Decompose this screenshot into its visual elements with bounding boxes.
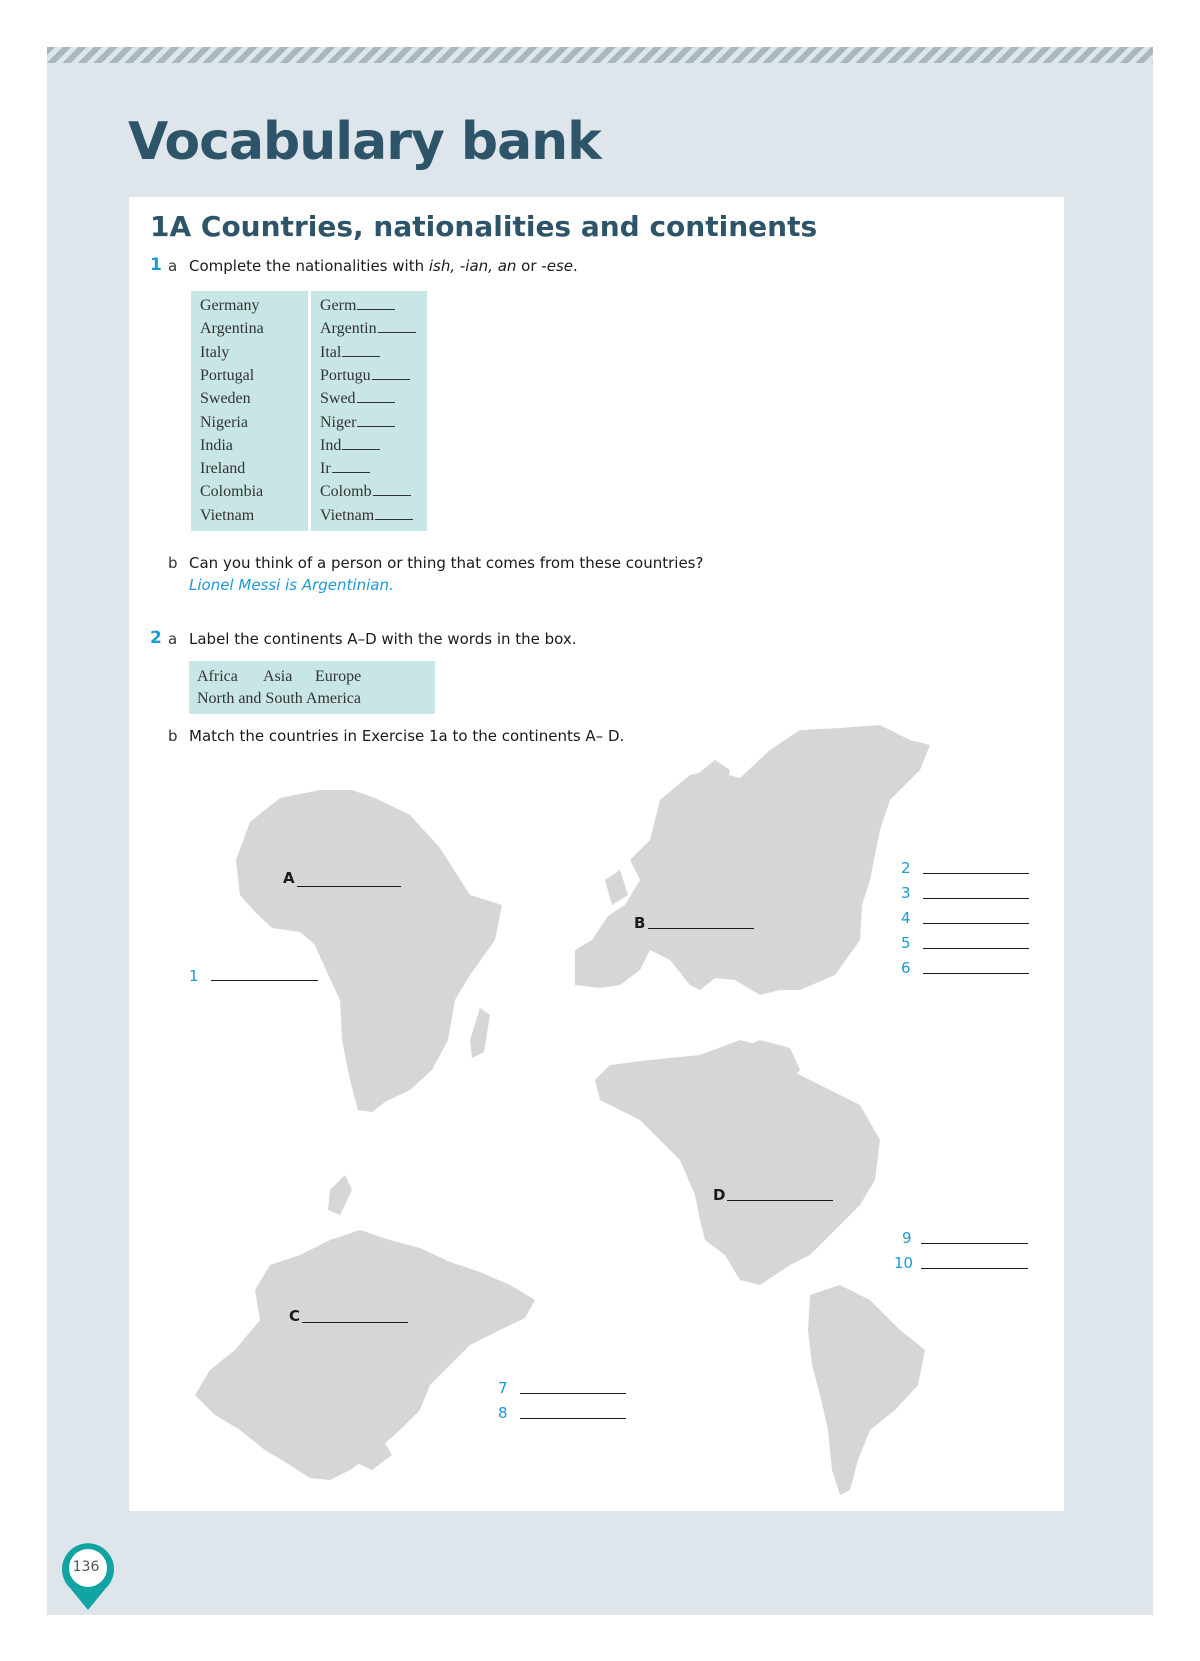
exercise-1b-letter: b bbox=[168, 554, 178, 572]
exercise-1b-example: Lionel Messi is Argentinian. bbox=[189, 576, 394, 594]
eurasia-shape bbox=[575, 725, 930, 995]
word-item: North and South America bbox=[197, 690, 361, 707]
map-number-8: 8 bbox=[498, 1404, 508, 1422]
continent-label-d: D bbox=[713, 1186, 726, 1204]
map-number-10: 10 bbox=[894, 1254, 914, 1272]
map-number-5: 5 bbox=[901, 934, 911, 952]
country-cell: Argentina bbox=[200, 320, 264, 337]
continent-label-a: A bbox=[283, 869, 295, 887]
country-cell: Sweden bbox=[200, 390, 251, 407]
nationality-stem: Ital bbox=[320, 344, 380, 361]
answer-line-d[interactable] bbox=[727, 1200, 833, 1201]
north-america-shape bbox=[595, 1040, 880, 1285]
nationality-stem: Germ bbox=[320, 297, 395, 314]
section-title: 1A Countries, nationalities and continents bbox=[150, 210, 818, 243]
answer-line-a[interactable] bbox=[297, 886, 401, 887]
answer-line-2[interactable] bbox=[923, 873, 1029, 874]
country-cell: Ireland bbox=[200, 460, 246, 477]
south-america-shape bbox=[808, 1285, 925, 1495]
answer-line-8[interactable] bbox=[520, 1418, 626, 1419]
exercise-2b-letter: b bbox=[168, 727, 178, 745]
answer-line-10[interactable] bbox=[921, 1268, 1028, 1269]
country-cell: Vietnam bbox=[200, 507, 255, 524]
nationality-stem: Portugu bbox=[320, 367, 410, 384]
map-number-4: 4 bbox=[901, 909, 911, 927]
nationality-stem: Vietnam bbox=[320, 507, 413, 524]
continent-label-b: B bbox=[634, 914, 646, 932]
map-number-7: 7 bbox=[498, 1379, 508, 1397]
japan-shape bbox=[328, 1175, 352, 1215]
exercise-1b-instruction: Can you think of a person or thing that comes from these countries? bbox=[189, 554, 704, 572]
nationality-stem: Ir bbox=[320, 460, 370, 477]
exercise-2a-letter: a bbox=[168, 630, 178, 648]
word-item: Asia bbox=[263, 668, 293, 685]
page-pin-icon bbox=[60, 1540, 116, 1612]
answer-line-3[interactable] bbox=[923, 898, 1029, 899]
nationality-stem: Swed bbox=[320, 390, 395, 407]
madagascar-shape bbox=[470, 1008, 490, 1058]
continent-label-c: C bbox=[289, 1307, 301, 1325]
exercise-2a-instruction: Label the continents A–D with the words in the box. bbox=[189, 630, 577, 648]
nationality-stem: Colomb bbox=[320, 483, 411, 500]
exercise-2b-instruction: Match the countries in Exercise 1a to the continents A– D. bbox=[189, 727, 625, 745]
word-item: Africa bbox=[197, 668, 238, 685]
answer-line-c[interactable] bbox=[302, 1322, 408, 1323]
country-cell: Nigeria bbox=[200, 414, 248, 431]
exercise-2-number: 2 bbox=[150, 628, 162, 648]
map-number-1: 1 bbox=[189, 967, 199, 985]
answer-line-1[interactable] bbox=[211, 980, 318, 981]
answer-line-7[interactable] bbox=[520, 1393, 626, 1394]
africa-shape bbox=[236, 790, 502, 1112]
country-cell: India bbox=[200, 437, 233, 454]
nationality-stem: Niger bbox=[320, 414, 395, 431]
answer-line-5[interactable] bbox=[923, 948, 1029, 949]
page-number: 136 bbox=[72, 1559, 100, 1575]
british-isles-shape bbox=[605, 870, 628, 905]
map-number-6: 6 bbox=[901, 959, 911, 977]
answer-line-9[interactable] bbox=[921, 1243, 1028, 1244]
exercise-1a-instruction: Complete the nationalities with ish, -ian, an or -ese. bbox=[189, 257, 578, 275]
country-cell: Portugal bbox=[200, 367, 255, 384]
exercise-1a-letter: a bbox=[168, 257, 178, 275]
word-item: Europe bbox=[315, 668, 362, 685]
page-title: Vocabulary bank bbox=[128, 112, 601, 172]
nationality-stem: Ind bbox=[320, 437, 380, 454]
answer-line-6[interactable] bbox=[923, 973, 1029, 974]
country-cell: Colombia bbox=[200, 483, 264, 500]
map-number-2: 2 bbox=[901, 859, 911, 877]
answer-line-4[interactable] bbox=[923, 923, 1029, 924]
map-number-3: 3 bbox=[901, 884, 911, 902]
map-number-9: 9 bbox=[902, 1229, 912, 1247]
exercise-1-number: 1 bbox=[150, 255, 162, 275]
country-cell: Italy bbox=[200, 344, 230, 361]
country-cell: Germany bbox=[200, 297, 260, 314]
answer-line-b[interactable] bbox=[648, 928, 754, 929]
nationality-stem: Argentin bbox=[320, 320, 416, 337]
